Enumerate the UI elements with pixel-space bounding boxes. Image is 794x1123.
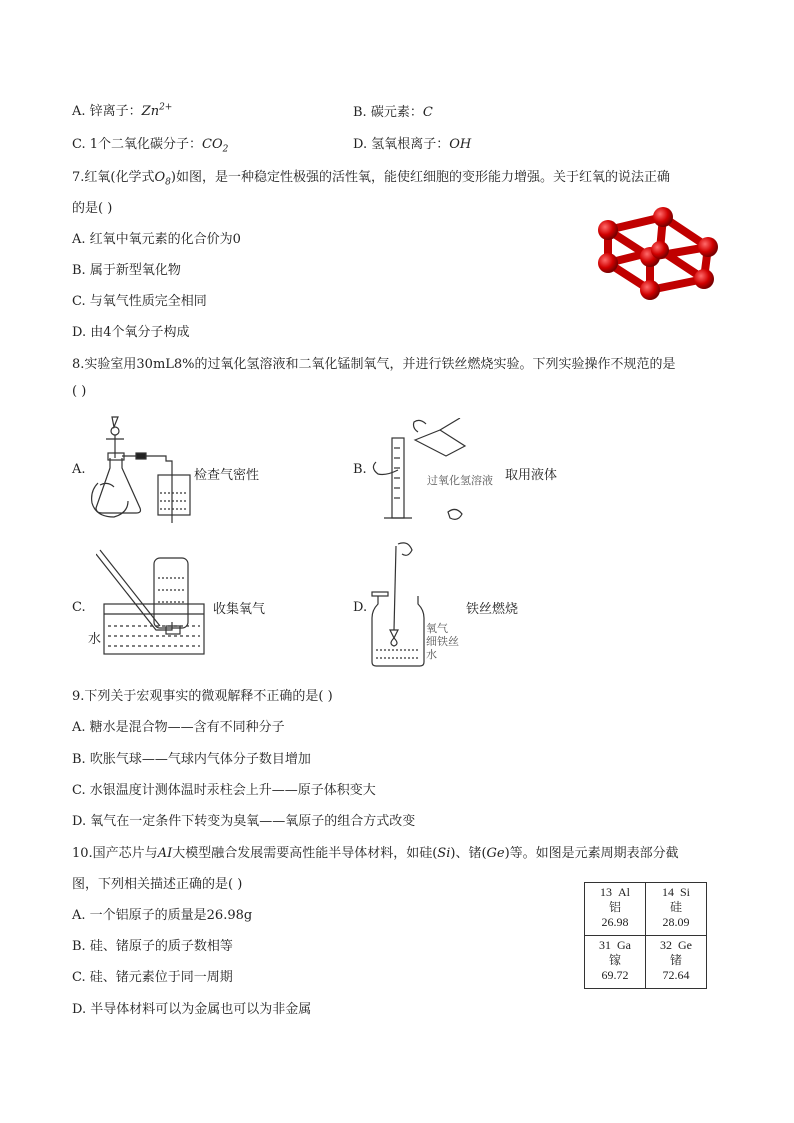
q8-option-d-letter[interactable]: D. (353, 600, 368, 615)
atomic-mass: 26.98 (601, 915, 629, 929)
q7-stem-text-a: 7.红氧(化学式 (72, 170, 155, 185)
q7-stem-text-b: )如图，是一种稳定性极强的活性氧，能使红细胞的变形能力增强。关于红氧的说法正确 (170, 170, 670, 185)
q8-option-c-label: 收集氧气 (213, 602, 266, 617)
q8-option-b-label: 取用液体 (505, 468, 558, 483)
element-cell-ga (585, 936, 646, 989)
iron-wire-label: 细铁丝 (426, 635, 459, 648)
q8-option-c-water-label: 水 (88, 632, 102, 647)
q6-option-c-subscript: 2 (222, 144, 229, 155)
element-symbol: Si (679, 885, 690, 899)
q9-option-d[interactable]: D. 氧气在一定条件下转变为臭氧——氧原子的组合方式改变 (72, 814, 416, 829)
q10-option-d[interactable]: D. 半导体材料可以为金属也可以为非金属 (72, 1002, 312, 1017)
q10-stem-line2: 图，下列相关描述正确的是( ) (72, 877, 243, 892)
q6-option-d-text: D. 氢氧根离子： (353, 137, 450, 152)
element-symbol: Ga (617, 938, 631, 952)
element-name: 铝 (608, 900, 621, 914)
element-symbol: Al (618, 885, 630, 899)
q9-option-c[interactable]: C. 水银温度计测体温时汞柱会上升——原子体积变大 (72, 783, 376, 798)
q6-option-a-formula: Zn (141, 104, 160, 119)
atomic-number: 13 (600, 885, 612, 899)
atomic-mass: 72.64 (662, 968, 690, 982)
oxygen-label: 氧气 (426, 622, 448, 635)
element-name: 锗 (669, 953, 682, 967)
q10-stem-text-a: 10.国产芯片与 (72, 846, 158, 861)
q9-option-b[interactable]: B. 吹胀气球——气球内气体分子数目增加 (72, 752, 311, 767)
element-cell-al (585, 883, 646, 936)
element-symbol: Ge (678, 938, 692, 952)
q10-si: Si (437, 846, 451, 861)
q6-option-d-formula: OH (449, 137, 472, 152)
q7-stem-line2: 的是( ) (72, 201, 113, 216)
q8-stem-line1: 8.实验室用30mL8%的过氧化氢溶液和二氧化锰制氧气，并进行铁丝燃烧实验。下列实验操作不规范的是 (72, 357, 676, 372)
q7-option-d[interactable]: D. 由4个氧分子构成 (72, 325, 190, 340)
q7-stem-line1 (72, 166, 670, 188)
element-cell-ge (646, 936, 707, 989)
q10-ge: Ge (486, 846, 505, 861)
q6-option-b-formula: C (422, 105, 433, 120)
iron-wire-combustion-apparatus-icon (368, 540, 428, 670)
airtightness-check-apparatus-icon (88, 413, 198, 523)
q10-stem-text-b: 大模型融合发展需要高性能半导体材料，如硅( (172, 846, 438, 861)
element-cell-si (646, 883, 707, 936)
q6-option-d[interactable] (353, 133, 471, 152)
q7-formula: O (154, 170, 166, 185)
q8-option-b-bottle-label: 过氧化氢溶液 (427, 474, 493, 487)
q8-option-d-label: 铁丝燃烧 (466, 602, 519, 617)
element-name: 镓 (608, 953, 621, 967)
q6-option-b-text: B. 碳元素： (353, 105, 423, 120)
q7-option-c[interactable]: C. 与氧气性质完全相同 (72, 294, 207, 309)
periodic-table-excerpt (584, 882, 707, 989)
q8-option-b-letter[interactable]: B. (353, 462, 367, 477)
q6-option-a-text: A. 锌离子： (72, 104, 142, 119)
q7-option-b[interactable]: B. 属于新型氧化物 (72, 263, 181, 278)
q8-option-a-letter[interactable]: A. (72, 462, 86, 477)
q8-option-c-letter[interactable]: C. (72, 600, 86, 615)
q8-stem-line2: ( ) (72, 384, 87, 399)
q10-option-b[interactable]: B. 硅、锗原子的质子数相等 (72, 939, 233, 954)
q8-option-a-label: 检查气密性 (194, 468, 260, 483)
gas-collection-apparatus-icon (96, 548, 208, 658)
q8-option-d-labels (426, 622, 459, 661)
element-name: 硅 (669, 900, 682, 914)
q6-option-c-text: C. 1个二氧化碳分子： (72, 137, 203, 152)
q10-stem-line1 (72, 842, 679, 861)
q6-option-b[interactable] (353, 101, 433, 120)
q10-option-c[interactable]: C. 硅、锗元素位于同一周期 (72, 970, 233, 985)
atomic-number: 14 (661, 885, 674, 899)
q10-stem-text-c: )、锗( (450, 846, 487, 861)
q6-option-c[interactable] (72, 133, 228, 155)
atomic-mass: 69.72 (601, 968, 629, 982)
q6-option-a[interactable] (72, 100, 172, 119)
q10-option-a[interactable]: A. 一个铝原子的质量是26.98g (72, 908, 253, 923)
atomic-mass: 28.09 (662, 915, 690, 929)
red-oxygen-model-icon (588, 205, 724, 305)
q7-formula-sub: 8 (165, 177, 171, 188)
q6-option-c-formula: CO (202, 137, 223, 152)
q9-stem: 9.下列关于宏观事实的微观解释不正确的是( ) (72, 689, 333, 704)
q10-ai: AI (157, 846, 173, 861)
q6-option-a-charge: 2+ (159, 102, 173, 113)
q10-stem-text-d: )等。如图是元素周期表部分截 (504, 846, 679, 861)
q9-option-a[interactable]: A. 糖水是混合物——含有不同种分子 (72, 720, 285, 735)
atomic-number: 32 (660, 938, 672, 952)
water-label: 水 (426, 648, 437, 661)
q7-option-a[interactable]: A. 红氧中氧元素的化合价为0 (72, 232, 241, 247)
atomic-number: 31 (599, 938, 611, 952)
